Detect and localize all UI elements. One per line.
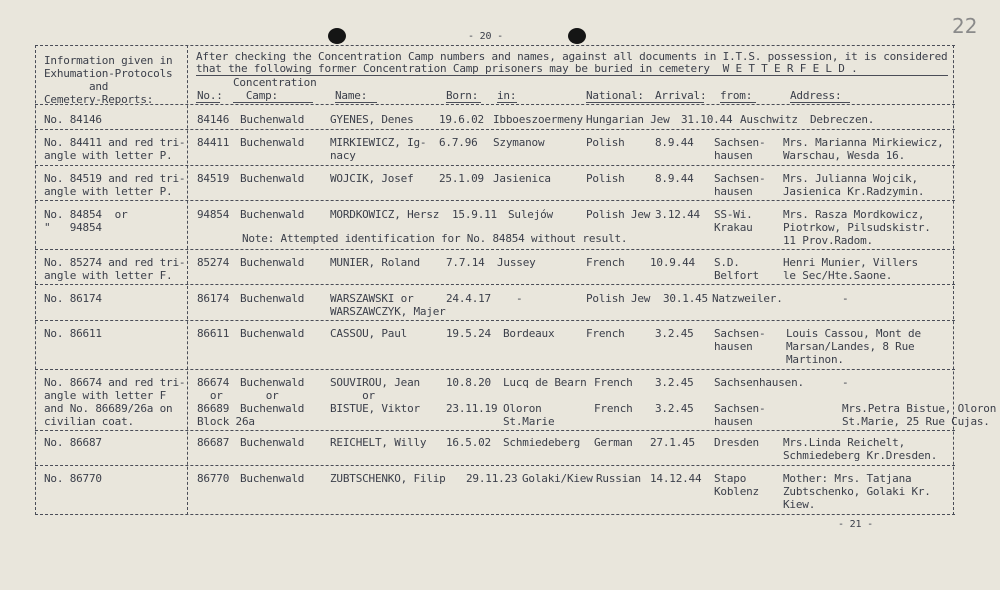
row-no: 94854 [197,208,230,221]
col-in: in: [497,89,517,102]
row-separator [35,249,955,250]
frame-left [35,45,36,515]
row-born: 29.11.23 [466,472,518,485]
header-underlines [196,102,220,103]
row-born: 7.7.14 [446,256,485,269]
row-camp: Buchenwald [240,172,305,185]
row-no: 84411 [197,136,230,149]
row-address: Mother: Mrs. Tatjana Zubtschenko, Golaki Kr. Kiew. [783,472,931,511]
row-from: SS-Wi. Krakau [714,208,753,234]
row-national: German [594,436,633,449]
row-camp: Buchenwald [240,327,305,340]
row-in: Schmiedeberg [503,436,581,449]
col-address: Address: [790,89,842,102]
row-no: 86611 [197,327,230,340]
row-no: 86674 or 86689 Block 26a [197,376,255,428]
info-label: Information given in Exhumation-Protocols and Cemetery-Reports: [44,54,173,106]
row-from: Sachsen- hausen [714,136,766,162]
row-camp: Buchenwald [240,113,305,126]
row-separator [35,284,955,285]
punch-hole-left [328,28,346,44]
row-born: 24.4.17 [446,292,491,305]
row-name: MUNIER, Roland [330,256,420,269]
row-arrival: 3.2.45 3.2.45 [655,376,694,415]
row-address: Mrs. Marianna Mirkiewicz, Warschau, Wesda 16. [783,136,944,162]
row-address: Mrs.Linda Reichelt, Schmiedeberg Kr.Dresden. [783,436,938,462]
row-separator [35,465,955,466]
row-from: Sachsen- hausen [714,327,766,353]
row-name: REICHELT, Willy [330,436,427,449]
row-separator [35,369,955,370]
row-from: Sachsenhausen. Sachsen- hausen [714,376,804,428]
row-national: French [586,256,625,269]
row-name: MORDKOWICZ, Hersz [330,208,440,221]
row-separator [35,430,955,431]
row-from: Sachsen- hausen [714,172,766,198]
row-national: Polish [586,136,625,149]
row-address: Mrs. Julianna Wojcik, Jasienica Kr.Radzymin. [783,172,925,198]
row-national: Polish Jew [586,208,651,221]
row-from: Dresden [714,436,759,449]
row-camp: Buchenwald [240,256,305,269]
row-no: 86174 [197,292,230,305]
row-arrival: 8.9.44 [655,172,694,185]
row-arrival: 8.9.44 [655,136,694,149]
row-in: Szymanow [493,136,545,149]
row-from: Natzweiler. [712,292,783,305]
frame-top [35,45,955,46]
row-in: Jasienica [493,172,551,185]
frame-bottom [35,514,955,515]
row-info: No. 84411 and red tri- angle with letter P. [44,136,186,162]
row-born: 16.5.02 [446,436,491,449]
row-from: Stapo Koblenz [714,472,759,498]
row-note: Note: Attempted identification for No. 84854 without result. [242,232,628,245]
frame-right [953,45,954,515]
row-address: Mrs. Rasza Mordkowicz, Piotrkow, Pilsudskistr. 11 Prov.Radom. [783,208,931,247]
row-info: No. 84519 and red tri- angle with letter P. [44,172,186,198]
row-info: No. 86674 and red tri- angle with letter F and No. 86689/26a on civilian coat. [44,376,186,428]
col-arrival: Arrival: [655,89,707,102]
row-in: Ibboeszoermeny [493,113,583,126]
row-info: No. 86770 [44,472,102,485]
row-national: French French [594,376,633,415]
row-no: 85274 [197,256,230,269]
row-arrival: 14.12.44 [650,472,702,485]
row-camp: Buchenwald or Buchenwald [240,376,305,415]
row-separator [35,165,955,166]
row-arrival: 27.1.45 [650,436,695,449]
row-in: Bordeaux [503,327,555,340]
row-address: - [842,292,849,305]
statement-line-1: After checking the Concentration Camp numbers and names, against all documents in I.T.S. possession, it is considered [196,50,948,63]
row-info: No. 86174 [44,292,102,305]
row-in: Golaki/Kiew [522,472,593,485]
row-camp: Buchenwald [240,292,305,305]
row-no: 84146 [197,113,230,126]
row-arrival: 3.2.45 [655,327,694,340]
row-from: Auschwitz [740,113,798,126]
row-arrival: 3.12.44 [655,208,700,221]
row-name: GYENES, Denes [330,113,414,126]
row-name: MIRKIEWICZ, Ig- nacy [330,136,427,162]
row-camp: Buchenwald [240,136,305,149]
row-separator [35,320,955,321]
row-address: - Mrs.Petra Bistue, Oloron St.Marie, 25 Rue Cujas. [842,376,997,428]
row-name: WARSZAWSKI or WARSZAWCZYK, Majer [330,292,446,318]
row-from: S.D. Belfort [714,256,759,282]
row-born: 25.1.09 [439,172,484,185]
col-national: National: [586,89,644,102]
punch-hole-right [568,28,586,44]
row-name: WOJCIK, Josef [330,172,414,185]
col-name: Name: [335,89,368,102]
row-name: ZUBTSCHENKO, Filip [330,472,446,485]
row-national: Russian [596,472,641,485]
col-from: from: [720,89,753,102]
row-arrival: 10.9.44 [650,256,695,269]
row-no: 86770 [197,472,230,485]
row-national: French [586,327,625,340]
row-address: Henri Munier, Villers le Sec/Hte.Saone. [783,256,918,282]
row-camp: Buchenwald [240,436,305,449]
row-national: Polish Jew [586,292,651,305]
row-in: Sulejów [508,208,553,221]
row-separator [35,129,955,130]
row-national: Hungarian Jew [586,113,670,126]
header-separator [35,104,955,105]
row-born: 6.7.96 [439,136,478,149]
bottom-page-number: - 21 - [838,519,873,530]
statement-line-2: that the following former Concentration Camp prisoners may be buried in cemetery W E T T E R F E L D . [196,62,858,75]
row-separator [35,200,955,201]
row-info: No. 84146 [44,113,102,126]
row-camp: Buchenwald [240,208,305,221]
row-in: - [516,292,523,305]
row-born: 19.6.02 [439,113,484,126]
row-in: Lucq de Bearn Oloron St.Marie [503,376,587,428]
row-born: 19.5.24 [446,327,491,340]
row-camp: Buchenwald [240,472,305,485]
top-page-number: - 20 - [468,31,503,42]
row-arrival: 30.1.45 [663,292,708,305]
frame-divider [187,45,188,515]
row-address: Louis Cassou, Mont de Marsan/Landes, 8 Rue Martinon. [786,327,921,366]
col-camp: Concentration Camp: [233,76,317,102]
row-address: Debreczen. [810,113,875,126]
row-born: 10.8.20 23.11.19 [446,376,498,415]
row-info: No. 86611 [44,327,102,340]
row-national: Polish [586,172,625,185]
row-arrival: 31.10.44 [681,113,733,126]
col-no: No.: [197,89,223,102]
col-born: Born: [446,89,479,102]
row-name: CASSOU, Paul [330,327,408,340]
row-no: 86687 [197,436,230,449]
corner-page-number: 22 [952,14,978,38]
row-no: 84519 [197,172,230,185]
row-name: SOUVIROU, Jean or BISTUE, Viktor [330,376,420,415]
row-born: 15.9.11 [452,208,497,221]
row-info: No. 84854 or " 94854 [44,208,128,234]
row-in: Jussey [497,256,536,269]
row-info: No. 86687 [44,436,102,449]
row-info: No. 85274 and red tri- angle with letter F. [44,256,186,282]
